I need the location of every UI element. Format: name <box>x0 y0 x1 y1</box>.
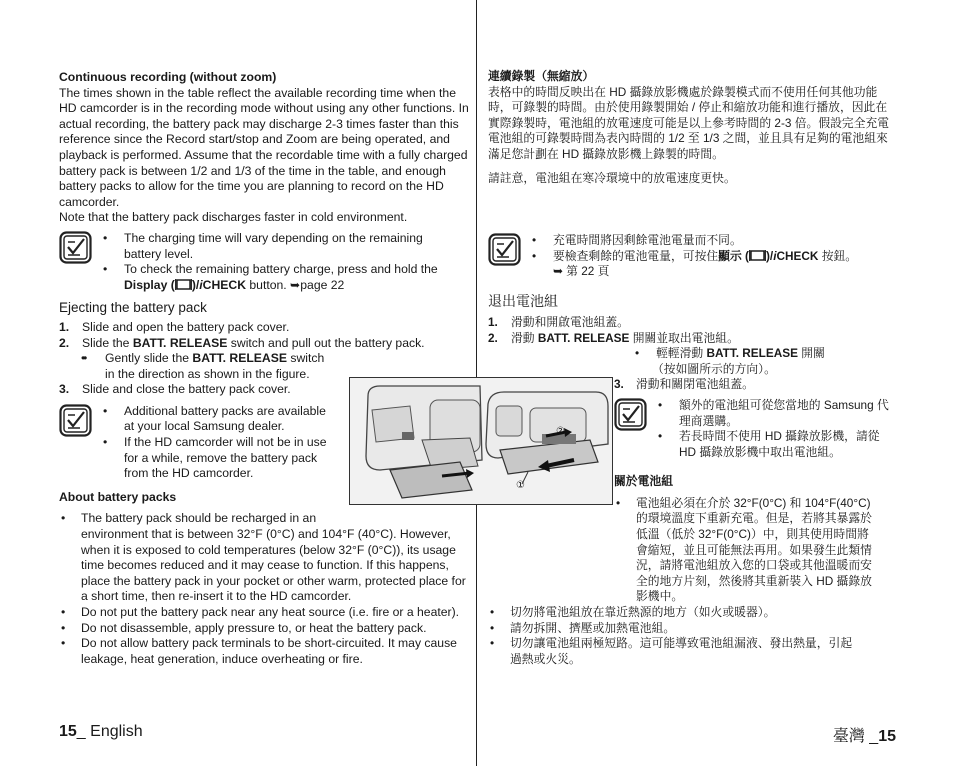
list-item: • The battery pack should be recharged in an environment that is between 32°F (0°C) and 104°F (40°C). However, when it is exposed to cold temperatures (below 32°F (0°C)), its usage time becomes reduced and it may cease to function. If this happens, place the battery pack in your pocket or other warm, protected place for a short time, then re-insert it to the HD camcorder. <box>59 511 469 605</box>
step-2-sub: • • Gently slide the BATT. RELEASE switch in the direction as shown in the figure. <box>59 351 469 382</box>
figure-label-2: ② <box>556 426 565 437</box>
page-ref-arrow-icon: ➥ <box>553 264 563 279</box>
step-1: 1. 滑動和開啟電池組蓋。 <box>488 314 629 329</box>
display-icon <box>175 279 192 290</box>
charging-note-zh <box>488 233 898 280</box>
step-1: 1. Slide and open the battery pack cover. <box>59 319 290 334</box>
continuous-recording-body-zh: 表格中的時間反映出在 HD 攝錄放影機處於錄製模式而不使用任何其他功能時，可錄製的時間。由於使用錄製開始 / 停止和縮放功能和進行播放，因此在實際錄製時，電池組的放電速度可能是以上參考時間的 2-3 倍。假設完全充電電池組的可錄製時間為表內時間的 1/2 至 1/3 之間，並且具有足夠的電池組來滿足您計劃在 HD 攝錄放影機上錄製的時間。 <box>488 84 890 161</box>
battery-eject-figure <box>349 377 613 505</box>
list-item: • Do not allow battery pack terminals to be short-circuited. It may cause leakage, heat generation, induce overheating or fire. <box>59 636 469 667</box>
note-icon <box>59 404 92 437</box>
chinese-column <box>488 69 898 667</box>
note-icon <box>59 231 92 264</box>
list-item: • Do not disassemble, apply pressure to, or heat the battery pack. <box>59 621 469 637</box>
charging-note <box>59 231 469 293</box>
list-item: • 切勿讓電池組兩極短路。這可能導致電池組漏液、發出熱量，引起 過熱或火災。 <box>488 636 898 667</box>
camcorder-illustration <box>350 378 612 504</box>
page-footer-right: 臺灣 _15 <box>832 728 896 745</box>
list-item: • Do not put the battery pack near any heat source (i.e. fire or a heater). <box>59 605 469 621</box>
step-2: 2. Slide the BATT. RELEASE switch and pull out the battery pack. <box>59 335 425 350</box>
list-item: • 額外的電池組可從您當地的 Samsung 代 理商選購。 <box>655 398 889 429</box>
figure-label-1: ① <box>516 480 525 491</box>
about-battery-heading-zh: 關於電池組 <box>614 474 673 489</box>
eject-heading-zh: 退出電池組 <box>488 292 558 309</box>
page-ref-arrow-icon: ➥ <box>290 277 301 292</box>
step-3: 3. Slide and close the battery pack cover. <box>59 382 291 397</box>
display-icon <box>749 250 766 261</box>
continuous-recording-heading-zh: 連續錄製（無縮放） <box>488 69 595 83</box>
step-3-zh: 3. 滑動和關閉電池組蓋。 <box>614 377 754 392</box>
list-item: • 請勿拆開、擠壓或加熱電池組。 <box>488 621 898 637</box>
list-item: • Additional battery packs are available at your local Samsung dealer. <box>100 404 327 435</box>
eject-heading: Ejecting the battery pack <box>59 300 207 316</box>
cold-environment-note: Note that the battery pack discharges faster in cold environment. <box>59 210 408 225</box>
note-icon <box>614 398 647 431</box>
about-battery-list-zh <box>488 496 898 605</box>
about-battery-heading: About battery packs <box>59 489 177 504</box>
cold-environment-note-zh: 請註意，電池組在寒冷環境中的放電速度更快。 <box>488 170 736 185</box>
list-item: • 電池組必須在介於 32°F(0°C) 和 104°F(40°C) 的環境溫度下重新充電。但是，若將其暴露於 低溫（低於 32°F(0°C)）中，則其使用時間將 會縮短，並且可能無法再用。如果發生此類情 況，請將電池組放入您的口袋或其他溫暖而安 全的地方片刻，然後將其重新裝入 HD 攝錄放 影機中。 <box>614 496 898 605</box>
list-item: • If the HD camcorder will not be in use for a while, remove the battery pack from the HD camcorder. <box>100 435 327 482</box>
list-item: • 充電時間將因剩餘電池電量而不同。 <box>529 233 857 249</box>
list-item: • To check the remaining battery charge, press and hold the Display ( )/iCHECK button. ➥page 22 <box>100 262 460 293</box>
step-2: 2. 滑動 BATT. RELEASE 開關並取出電池組。 <box>488 330 739 345</box>
english-column <box>59 70 469 667</box>
note-icon <box>488 233 521 266</box>
list-item: • 要檢查剩餘的電池電量，可按住顯示 ( )/iCHECK 按鈕。 ➥ 第 22 頁 <box>529 249 857 280</box>
list-item: • The charging time will vary depending on the remaining battery level. <box>100 231 460 262</box>
continuous-recording-body: The times shown in the table reflect the available recording time when the HD camcorder is in the recording mode without using any other functions. In actual recording, the battery pack may discharge 2-3 times faster than this reference since the Record start/stop and Zoom are being operated, and playback is performed. Assume that the recordable time with a fully charged battery pack is between 1/2 and 1/3 of the time in the table, and enough battery packs to allow for the time you are planning to record on the HD camcorder. <box>59 85 469 209</box>
continuous-recording-heading: Continuous recording (without zoom) <box>59 70 277 84</box>
page-footer-left: 15_ English <box>59 723 143 740</box>
list-item: • 若長時間不使用 HD 攝錄放影機，請從 HD 攝錄放影機中取出電池組。 <box>655 429 889 460</box>
list-item: • 切勿將電池組放在靠近熱源的地方（如火或暖器）。 <box>488 605 898 621</box>
step-2-sub-zh: • 輕輕滑動 BATT. RELEASE 開關 （按如圖所示的方向）。 <box>635 346 825 376</box>
